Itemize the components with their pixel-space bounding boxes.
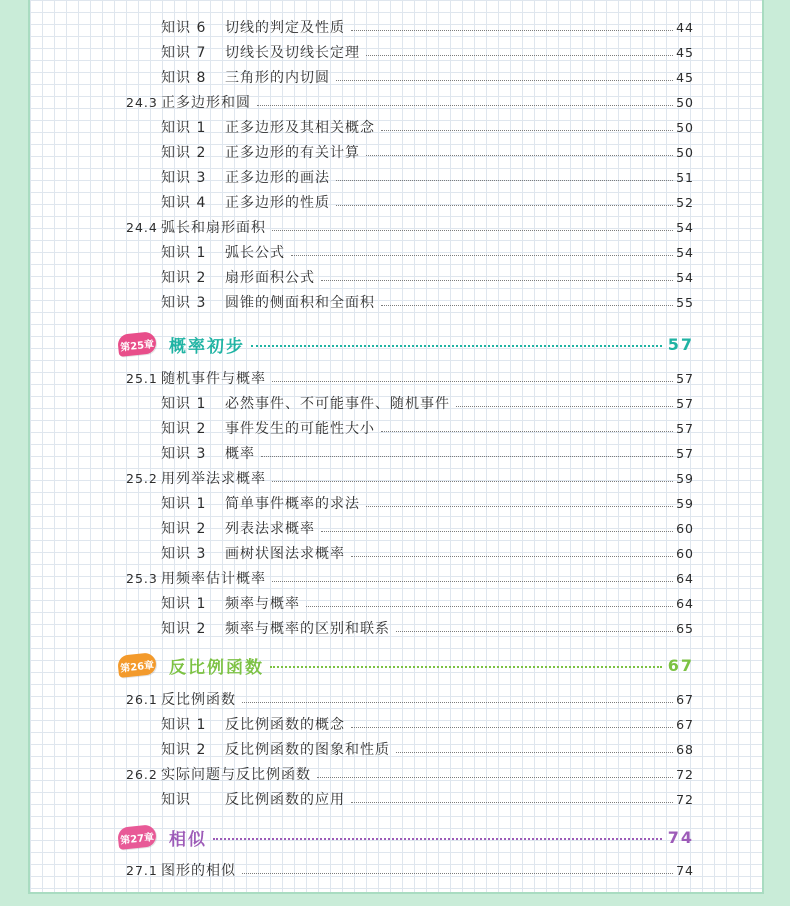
entry-title: 切线长及切线长定理 bbox=[225, 45, 360, 61]
toc-item-row[interactable] bbox=[30, 65, 698, 89]
toc-item-row[interactable] bbox=[30, 737, 698, 761]
entry-title: 用列举法求概率 bbox=[161, 471, 266, 487]
entry-title-line bbox=[225, 493, 694, 513]
entry-title-line bbox=[225, 789, 694, 809]
entry-title-line bbox=[161, 689, 694, 709]
entry-title: 正多边形的有关计算 bbox=[225, 145, 360, 161]
entry-title-line bbox=[161, 217, 694, 237]
entry-title: 列表法求概率 bbox=[225, 521, 315, 537]
page-number: 45 bbox=[676, 69, 694, 85]
toc-item-row[interactable] bbox=[30, 15, 698, 39]
page-number: 50 bbox=[676, 94, 694, 110]
knowledge-tag: 知识 1 bbox=[161, 596, 207, 612]
entry-title-line bbox=[225, 67, 694, 87]
entry-title-line bbox=[225, 142, 694, 162]
entry-title: 画树状图法求概率 bbox=[225, 546, 345, 562]
dot-leader bbox=[272, 230, 673, 231]
dot-leader bbox=[381, 431, 673, 432]
toc-section-row[interactable] bbox=[30, 687, 698, 711]
dot-leader bbox=[336, 80, 673, 81]
dot-leader bbox=[242, 873, 673, 874]
page-number: 50 bbox=[676, 144, 694, 160]
toc-item-row[interactable] bbox=[30, 441, 698, 465]
entry-title: 扇形面积公式 bbox=[225, 270, 315, 286]
page-number: 57 bbox=[676, 420, 694, 436]
entry-title: 图形的相似 bbox=[161, 863, 236, 879]
toc-item-row[interactable] bbox=[30, 616, 698, 640]
toc-item-row[interactable] bbox=[30, 140, 698, 164]
knowledge-tag: 知识 1 bbox=[161, 496, 207, 512]
knowledge-tag: 知识 6 bbox=[161, 20, 207, 36]
knowledge-tag: 知识 2 bbox=[161, 521, 207, 537]
section-number: 25.1 bbox=[126, 370, 158, 386]
chapter-title: 概率初步 bbox=[169, 336, 245, 357]
knowledge-tag: 知识 2 bbox=[161, 145, 207, 161]
page-number: 44 bbox=[676, 19, 694, 35]
entry-title: 事件发生的可能性大小 bbox=[225, 421, 375, 437]
entry-title: 必然事件、不可能事件、随机事件 bbox=[225, 396, 450, 412]
section-number: 26.1 bbox=[126, 691, 158, 707]
chapter-page-number: 57 bbox=[667, 334, 694, 354]
dot-leader bbox=[366, 506, 673, 507]
page-number: 60 bbox=[676, 545, 694, 561]
entry-title: 概率 bbox=[225, 446, 255, 462]
chapter-badge: 第26章 bbox=[117, 652, 157, 678]
page-number: 72 bbox=[676, 766, 694, 782]
entry-title-line bbox=[161, 468, 694, 488]
page-number: 64 bbox=[676, 570, 694, 586]
page-number: 52 bbox=[676, 194, 694, 210]
entry-title: 反比例函数 bbox=[161, 692, 236, 708]
chapter-badge: 第25章 bbox=[117, 331, 157, 357]
page-number: 68 bbox=[676, 741, 694, 757]
toc-item-row[interactable] bbox=[30, 712, 698, 736]
entry-title-line bbox=[161, 764, 694, 784]
chapter-dot-leader bbox=[213, 838, 662, 840]
chapter-page-number: 74 bbox=[667, 827, 694, 847]
entry-title-line bbox=[225, 42, 694, 62]
knowledge-tag: 知识 4 bbox=[161, 195, 207, 211]
chapter-title: 相似 bbox=[169, 829, 207, 850]
chapter-heading[interactable] bbox=[30, 650, 698, 680]
toc-section-row[interactable] bbox=[30, 466, 698, 490]
page-number: 54 bbox=[676, 219, 694, 235]
entry-title: 正多边形的性质 bbox=[225, 195, 330, 211]
knowledge-tag: 知识 2 bbox=[161, 621, 207, 637]
chapter-dot-leader bbox=[270, 666, 662, 668]
knowledge-tag: 知识 3 bbox=[161, 546, 207, 562]
dot-leader bbox=[381, 305, 673, 306]
page-number: 67 bbox=[676, 716, 694, 732]
knowledge-tag: 知识 1 bbox=[161, 717, 207, 733]
page-number: 65 bbox=[676, 620, 694, 636]
toc-item-row[interactable] bbox=[30, 115, 698, 139]
entry-title-line bbox=[225, 192, 694, 212]
knowledge-tag: 知识 3 bbox=[161, 170, 207, 186]
entry-title-line bbox=[225, 117, 694, 137]
page-number: 72 bbox=[676, 791, 694, 807]
entry-title: 正多边形及其相关概念 bbox=[225, 120, 375, 136]
page-number: 57 bbox=[676, 445, 694, 461]
entry-title-line bbox=[161, 368, 694, 388]
page-number: 54 bbox=[676, 244, 694, 260]
toc-section-row[interactable] bbox=[30, 762, 698, 786]
entry-title-line bbox=[225, 593, 694, 613]
dot-leader bbox=[321, 280, 673, 281]
page-number: 55 bbox=[676, 294, 694, 310]
entry-title-line bbox=[225, 167, 694, 187]
entry-title: 圆锥的侧面积和全面积 bbox=[225, 295, 375, 311]
knowledge-tag: 知识 2 bbox=[161, 742, 207, 758]
chapter-title-line bbox=[169, 825, 694, 850]
chapter-title: 反比例函数 bbox=[169, 657, 264, 678]
entry-title: 反比例函数的概念 bbox=[225, 717, 345, 733]
entry-title: 反比例函数的图象和性质 bbox=[225, 742, 390, 758]
dot-leader bbox=[257, 105, 673, 106]
knowledge-tag: 知识 8 bbox=[161, 70, 207, 86]
knowledge-tag: 知识 3 bbox=[161, 446, 207, 462]
dot-leader bbox=[306, 606, 673, 607]
entry-title: 用频率估计概率 bbox=[161, 571, 266, 587]
entry-title: 正多边形和圆 bbox=[161, 95, 251, 111]
page-number: 51 bbox=[676, 169, 694, 185]
section-number: 25.2 bbox=[126, 470, 158, 486]
page-number: 59 bbox=[676, 495, 694, 511]
entry-title-line bbox=[225, 518, 694, 538]
dot-leader bbox=[336, 205, 673, 206]
dot-leader bbox=[381, 130, 673, 131]
page-number: 57 bbox=[676, 370, 694, 386]
page-number: 45 bbox=[676, 44, 694, 60]
section-number: 24.3 bbox=[126, 94, 158, 110]
entry-title: 三角形的内切圆 bbox=[225, 70, 330, 86]
entry-title: 简单事件概率的求法 bbox=[225, 496, 360, 512]
dot-leader bbox=[261, 456, 673, 457]
section-number: 25.3 bbox=[126, 570, 158, 586]
page-number: 67 bbox=[676, 691, 694, 707]
dot-leader bbox=[272, 381, 673, 382]
entry-title-line bbox=[161, 92, 694, 112]
knowledge-tag: 知识 1 bbox=[161, 120, 207, 136]
entry-title-line bbox=[161, 860, 694, 880]
toc-item-row[interactable] bbox=[30, 416, 698, 440]
dot-leader bbox=[321, 531, 673, 532]
entry-title-line bbox=[225, 17, 694, 37]
page-number: 74 bbox=[676, 862, 694, 878]
section-number: 24.4 bbox=[126, 219, 158, 235]
dot-leader bbox=[366, 55, 673, 56]
page-number: 54 bbox=[676, 269, 694, 285]
toc-item-row[interactable] bbox=[30, 190, 698, 214]
chapter-heading[interactable] bbox=[30, 329, 698, 359]
dot-leader bbox=[396, 631, 673, 632]
knowledge-tag: 知识 2 bbox=[161, 270, 207, 286]
page-number: 50 bbox=[676, 119, 694, 135]
entry-title: 切线的判定及性质 bbox=[225, 20, 345, 36]
entry-title: 弧长公式 bbox=[225, 245, 285, 261]
dot-leader bbox=[351, 727, 673, 728]
entry-title-line bbox=[225, 739, 694, 759]
dot-leader bbox=[336, 180, 673, 181]
knowledge-tag: 知识 1 bbox=[161, 396, 207, 412]
page-number: 57 bbox=[676, 395, 694, 411]
dot-leader bbox=[272, 581, 673, 582]
toc-section-row[interactable] bbox=[30, 858, 698, 882]
entry-title: 正多边形的画法 bbox=[225, 170, 330, 186]
toc-item-row[interactable] bbox=[30, 541, 698, 565]
entry-title-line bbox=[161, 568, 694, 588]
entry-title-line bbox=[225, 418, 694, 438]
chapter-page-number: 67 bbox=[667, 655, 694, 675]
entry-title: 弧长和扇形面积 bbox=[161, 220, 266, 236]
page-number: 59 bbox=[676, 470, 694, 486]
dot-leader bbox=[242, 702, 673, 703]
dot-leader bbox=[456, 406, 673, 407]
knowledge-tag: 知识 3 bbox=[161, 295, 207, 311]
entry-title-line bbox=[225, 543, 694, 563]
dot-leader bbox=[291, 255, 673, 256]
entry-title: 实际问题与反比例函数 bbox=[161, 767, 311, 783]
chapter-dot-leader bbox=[251, 345, 662, 347]
entry-title-line bbox=[225, 267, 694, 287]
toc-item-row[interactable] bbox=[30, 787, 698, 811]
dot-leader bbox=[351, 30, 673, 31]
entry-title: 频率与概率的区别和联系 bbox=[225, 621, 390, 637]
toc-item-row[interactable] bbox=[30, 516, 698, 540]
page-number: 64 bbox=[676, 595, 694, 611]
toc-page bbox=[28, 0, 764, 894]
chapter-title-line bbox=[169, 332, 694, 357]
dot-leader bbox=[317, 777, 673, 778]
entry-title-line bbox=[225, 618, 694, 638]
toc-item-row[interactable] bbox=[30, 265, 698, 289]
entry-title-line bbox=[225, 714, 694, 734]
toc-section-row[interactable] bbox=[30, 215, 698, 239]
chapter-title-line bbox=[169, 653, 694, 678]
dot-leader bbox=[351, 802, 673, 803]
toc-section-row[interactable] bbox=[30, 366, 698, 390]
entry-title-line bbox=[225, 292, 694, 312]
toc-item-row[interactable] bbox=[30, 40, 698, 64]
toc-item-row[interactable] bbox=[30, 591, 698, 615]
dot-leader bbox=[351, 556, 673, 557]
toc-item-row[interactable] bbox=[30, 491, 698, 515]
entry-title: 反比例函数的应用 bbox=[225, 792, 345, 808]
knowledge-tag: 知识 bbox=[161, 792, 191, 808]
toc-item-row[interactable] bbox=[30, 165, 698, 189]
chapter-heading[interactable] bbox=[30, 822, 698, 852]
toc-item-row[interactable] bbox=[30, 290, 698, 314]
page-number: 60 bbox=[676, 520, 694, 536]
entry-title-line bbox=[225, 393, 694, 413]
dot-leader bbox=[272, 481, 673, 482]
toc-section-row[interactable] bbox=[30, 90, 698, 114]
knowledge-tag: 知识 1 bbox=[161, 245, 207, 261]
section-number: 27.1 bbox=[126, 862, 158, 878]
entry-title-line bbox=[225, 242, 694, 262]
entry-title: 随机事件与概率 bbox=[161, 371, 266, 387]
section-number: 26.2 bbox=[126, 766, 158, 782]
chapter-badge: 第27章 bbox=[117, 824, 157, 850]
toc-item-row[interactable] bbox=[30, 391, 698, 415]
dot-leader bbox=[396, 752, 673, 753]
entry-title-line bbox=[225, 443, 694, 463]
knowledge-tag: 知识 7 bbox=[161, 45, 207, 61]
knowledge-tag: 知识 2 bbox=[161, 421, 207, 437]
toc-item-row[interactable] bbox=[30, 240, 698, 264]
dot-leader bbox=[366, 155, 673, 156]
toc-section-row[interactable] bbox=[30, 566, 698, 590]
entry-title: 频率与概率 bbox=[225, 596, 300, 612]
